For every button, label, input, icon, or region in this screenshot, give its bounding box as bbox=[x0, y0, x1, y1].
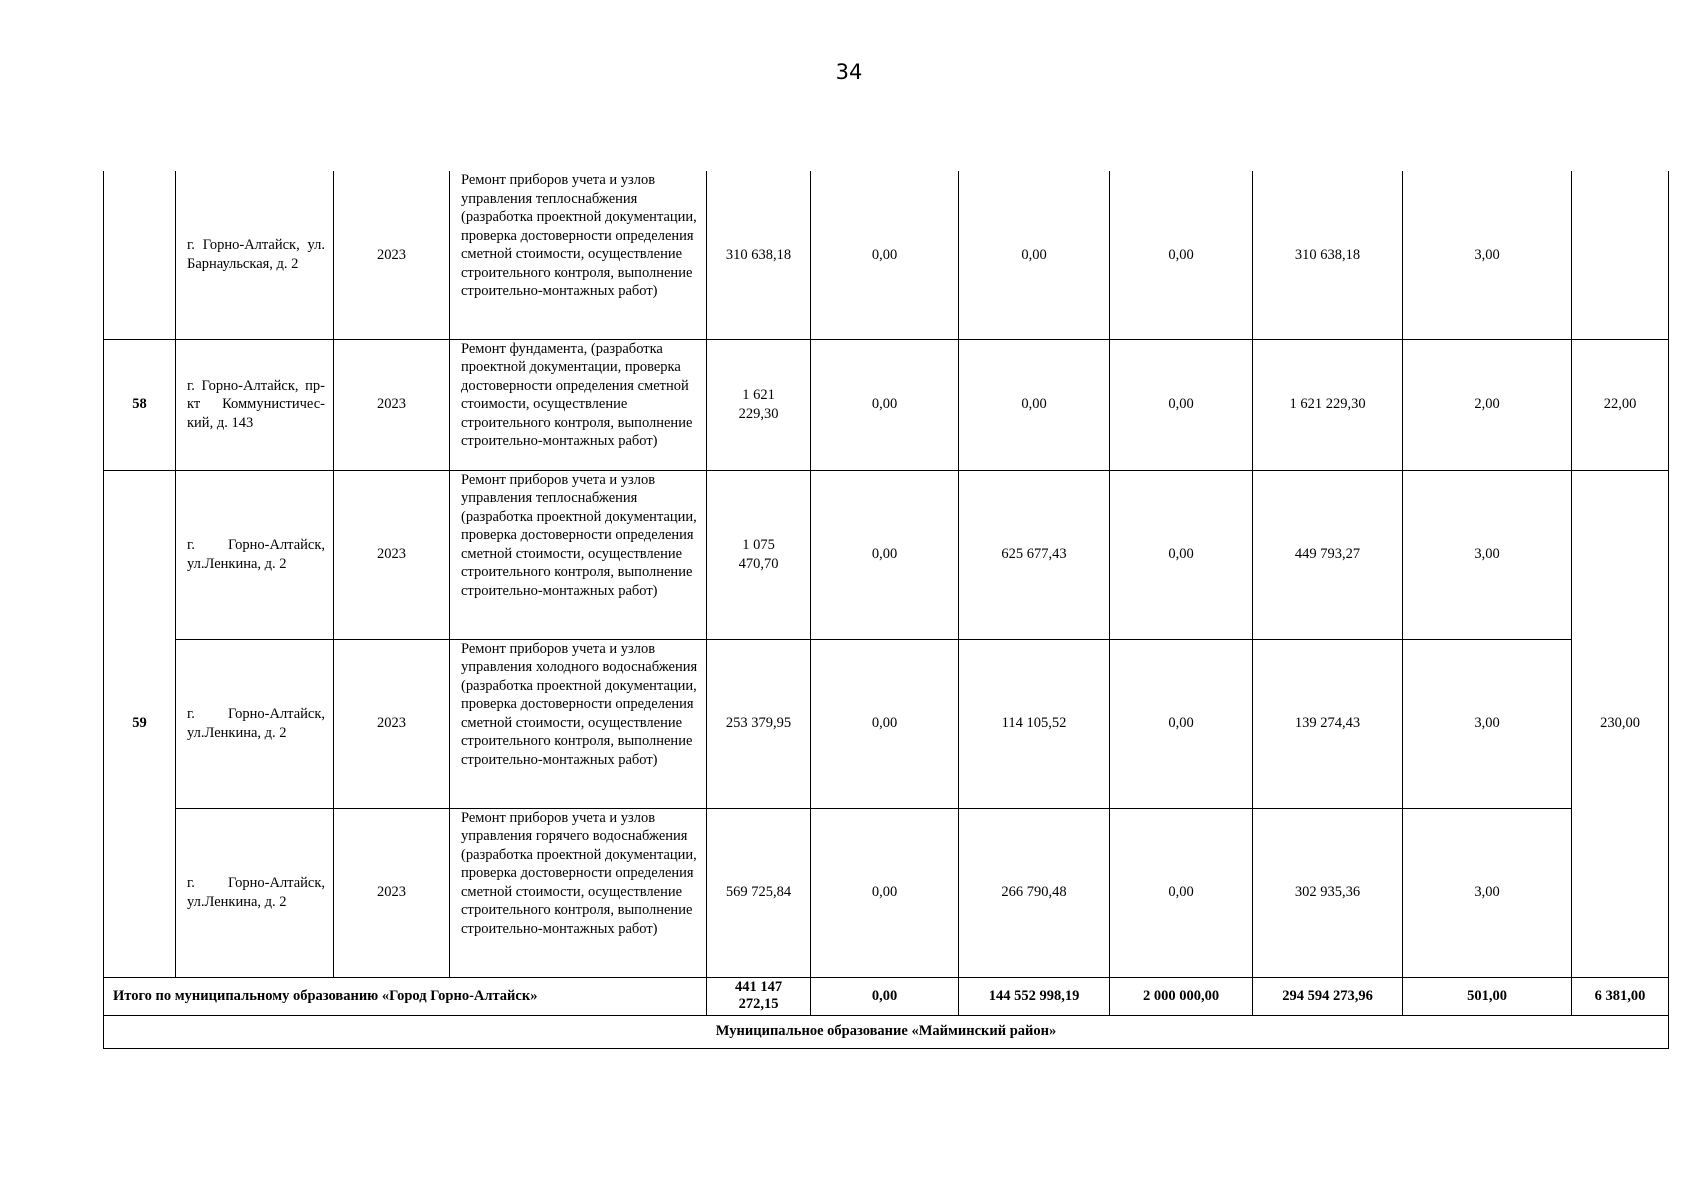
unit-cost-cell: 2,00 bbox=[1403, 339, 1572, 470]
year-cell: 2023 bbox=[334, 470, 450, 639]
year-cell: 2023 bbox=[334, 171, 450, 339]
work-description-cell: Ремонт приборов учета и узлов управления теплоснабжения (разработка проектной документации, проверка достоверности определения сметной стоимости, осуществление строительного контроля, выполнение строительно-монтажных работ) bbox=[450, 171, 707, 339]
unit-cost-cell: 3,00 bbox=[1403, 639, 1572, 808]
year-cell: 2023 bbox=[334, 339, 450, 470]
page-number: 34 bbox=[835, 60, 863, 84]
unit-cost-cell: 3,00 bbox=[1403, 470, 1572, 639]
owners-funds-cell: 1 621 229,30 bbox=[1253, 339, 1403, 470]
unit-cost-cell: 3,00 bbox=[1403, 171, 1572, 339]
fund-cell: 0,00 bbox=[811, 339, 959, 470]
local-budget-cell: 0,00 bbox=[1110, 171, 1253, 339]
work-description-cell: Ремонт приборов учета и узлов управления горячего водоснабжения (разработка проектной документации, проверка достоверности определения сметной стоимости, осуществление строительного контроля, выполнение строительно-монтажных работ) bbox=[450, 808, 707, 977]
owners-funds-cell: 449 793,27 bbox=[1253, 470, 1403, 639]
address-cell: г. Горно-Алтайск, пр-кт Коммунистичес-кий, д. 143 bbox=[176, 339, 334, 470]
limit-cost-cell: 22,00 bbox=[1572, 339, 1669, 470]
fund-cell: 0,00 bbox=[811, 639, 959, 808]
total-cost-cell: 1 621 229,30 bbox=[707, 339, 811, 470]
table-row bbox=[104, 639, 1669, 808]
section-header-row bbox=[104, 1015, 1669, 1048]
owners-funds-cell: 139 274,43 bbox=[1253, 639, 1403, 808]
unit-cost-cell: 3,00 bbox=[1403, 808, 1572, 977]
owners-funds-cell: 294 594 273,96 bbox=[1253, 977, 1403, 1015]
work-description-cell: Ремонт приборов учета и узлов управления холодного водоснабжения (разработка проектной документации, проверка достоверности определения сметной стоимости, осуществление строительного контроля, выполнение строительно-монтажных работ) bbox=[450, 639, 707, 808]
republic-budget-cell: 625 677,43 bbox=[959, 470, 1110, 639]
address-cell: г. Горно-Алтайск, ул.Ленкина, д. 2 bbox=[176, 808, 334, 977]
year-cell: 2023 bbox=[334, 808, 450, 977]
unit-cost-cell: 501,00 bbox=[1403, 977, 1572, 1015]
row-number bbox=[104, 171, 176, 339]
row-number: 59 bbox=[104, 470, 176, 977]
republic-budget-cell: 0,00 bbox=[959, 171, 1110, 339]
owners-funds-cell: 310 638,18 bbox=[1253, 171, 1403, 339]
local-budget-cell: 0,00 bbox=[1110, 808, 1253, 977]
limit-cost-cell: 230,00 bbox=[1572, 470, 1669, 977]
total-cost-cell: 253 379,95 bbox=[707, 639, 811, 808]
work-description-cell: Ремонт фундамента, (разработка проектной документации, проверка достоверности определения сметной стоимости, осуществление строительного контроля, выполнение строительно-монтажных работ) bbox=[450, 339, 707, 470]
republic-budget-cell: 266 790,48 bbox=[959, 808, 1110, 977]
total-cost-cell: 569 725,84 bbox=[707, 808, 811, 977]
limit-cost-cell: 6 381,00 bbox=[1572, 977, 1669, 1015]
total-cost-cell: 441 147 272,15 bbox=[707, 977, 811, 1015]
local-budget-cell: 2 000 000,00 bbox=[1110, 977, 1253, 1015]
address-cell: г. Горно-Алтайск, ул.Ленкина, д. 2 bbox=[176, 639, 334, 808]
republic-budget-cell: 114 105,52 bbox=[959, 639, 1110, 808]
local-budget-cell: 0,00 bbox=[1110, 639, 1253, 808]
fund-cell: 0,00 bbox=[811, 808, 959, 977]
total-row bbox=[104, 977, 1669, 1015]
table-row bbox=[104, 808, 1669, 977]
republic-budget-cell: 0,00 bbox=[959, 339, 1110, 470]
address-cell: г. Горно-Алтайск, ул.Ленкина, д. 2 bbox=[176, 470, 334, 639]
fund-cell: 0,00 bbox=[811, 977, 959, 1015]
work-description-cell: Ремонт приборов учета и узлов управления теплоснабжения (разработка проектной документации, проверка достоверности определения сметной стоимости, осуществление строительного контроля, выполнение строительно-монтажных работ) bbox=[450, 470, 707, 639]
owners-funds-cell: 302 935,36 bbox=[1253, 808, 1403, 977]
total-cost-cell: 1 075 470,70 bbox=[707, 470, 811, 639]
fund-cell: 0,00 bbox=[811, 171, 959, 339]
table-row bbox=[104, 470, 1669, 639]
limit-cost-cell bbox=[1572, 171, 1669, 339]
address-cell: г. Горно-Алтайск, ул. Барнаульская, д. 2 bbox=[176, 171, 334, 339]
fund-cell: 0,00 bbox=[811, 470, 959, 639]
table-row bbox=[104, 339, 1669, 470]
total-cost-cell: 310 638,18 bbox=[707, 171, 811, 339]
local-budget-cell: 0,00 bbox=[1110, 470, 1253, 639]
row-number: 58 bbox=[104, 339, 176, 470]
table-row bbox=[104, 171, 1669, 339]
year-cell: 2023 bbox=[334, 639, 450, 808]
section-header: Муниципальное образование «Майминский район» bbox=[104, 1015, 1669, 1048]
total-label: Итого по муниципальному образованию «Город Горно-Алтайск» bbox=[104, 977, 707, 1015]
local-budget-cell: 0,00 bbox=[1110, 339, 1253, 470]
register-table bbox=[103, 171, 1669, 1049]
republic-budget-cell: 144 552 998,19 bbox=[959, 977, 1110, 1015]
